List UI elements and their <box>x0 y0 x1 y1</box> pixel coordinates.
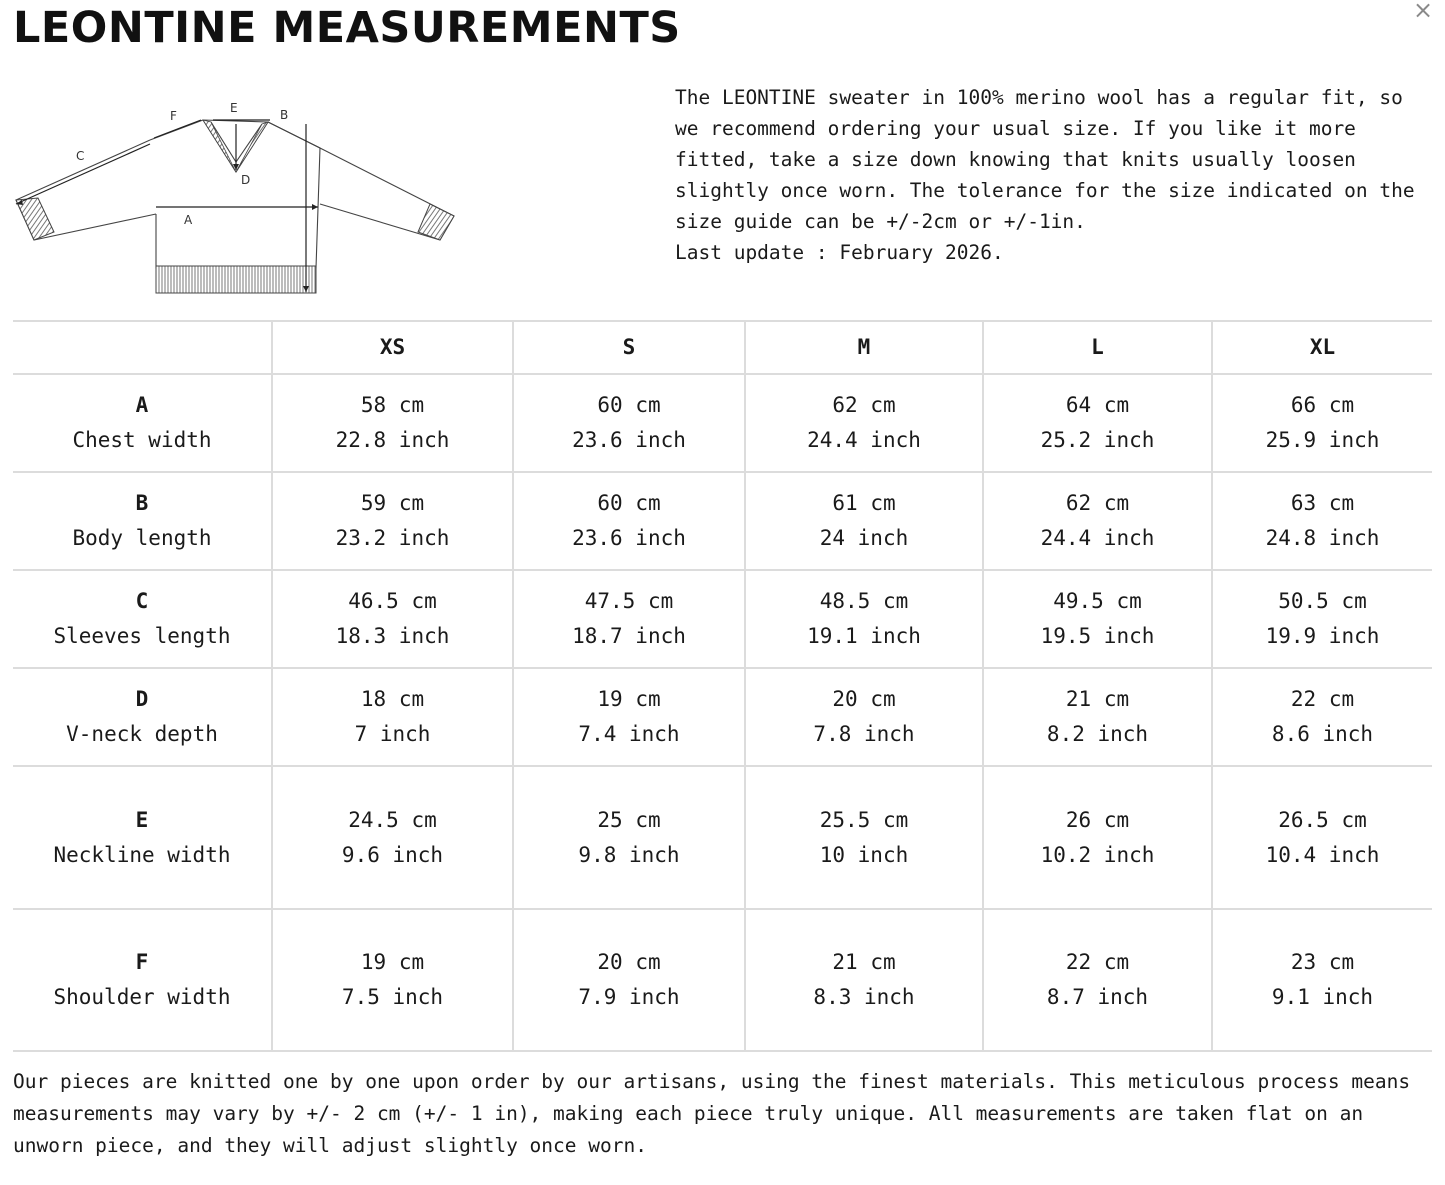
value-inch: 24.4 inch <box>1040 526 1155 550</box>
value-inch: 8.2 inch <box>1046 722 1149 746</box>
measure-letter: E <box>135 807 149 832</box>
value-inch: 7.5 inch <box>341 985 444 1009</box>
value-cell-xl <box>1212 668 1432 766</box>
measure-letter: A <box>135 393 149 417</box>
value-inch: 10 inch <box>819 842 909 867</box>
value-cm: 59 cm <box>360 491 425 515</box>
value-cell-l <box>983 570 1212 668</box>
value-inch: 7.4 inch <box>578 722 680 746</box>
diagram-label-c: C <box>76 149 85 163</box>
value-inch: 24 inch <box>819 526 909 550</box>
value-cell-s <box>513 374 745 472</box>
value-inch: 9.1 inch <box>1271 985 1374 1009</box>
value-inch: 25.9 inch <box>1265 428 1380 452</box>
value-inch: 24.8 inch <box>1265 526 1380 550</box>
value-inch: 23.2 inch <box>335 526 450 550</box>
size-header-l: L <box>983 321 1212 374</box>
value-cm: 61 cm <box>832 491 896 515</box>
value-cell-s <box>513 668 745 766</box>
size-table <box>13 320 1432 1052</box>
value-cm: 18 cm <box>360 687 425 711</box>
value-cell-s <box>513 766 745 909</box>
measure-label-cell <box>13 909 272 1051</box>
value-inch: 19.9 inch <box>1265 624 1380 648</box>
value-cm: 25 cm <box>597 807 661 832</box>
size-header-xl: XL <box>1212 321 1432 374</box>
value-cm: 22 cm <box>1290 687 1355 711</box>
measure-name: Neckline width <box>53 842 231 867</box>
page-title: LEONTINE MEASUREMENTS <box>13 3 681 53</box>
diagram-label-f: F <box>170 109 177 123</box>
value-cell-xs <box>272 766 513 909</box>
value-cm: 63 cm <box>1290 491 1355 515</box>
measure-label-cell <box>13 668 272 766</box>
table-row-sleeves-length <box>13 570 1432 668</box>
value-inch: 8.7 inch <box>1046 985 1149 1009</box>
value-cell-xs <box>272 472 513 570</box>
size-header-row <box>13 321 1432 374</box>
measure-letter: B <box>135 491 149 515</box>
value-cm: 21 cm <box>832 950 896 974</box>
value-cell-m <box>745 766 983 909</box>
measure-label-cell <box>13 766 272 909</box>
intro-description: The LEONTINE sweater in 100% merino wool has a regular fit, so we recommend ordering your usual size. If you like it more fitted, take a size down knowing that knits usually loosen slightly once worn. The tolerance for the size indicated on the size guide can be +/-2cm or +/-1in. <box>675 86 1415 233</box>
value-cell-m <box>745 374 983 472</box>
value-cm: 25.5 cm <box>819 807 909 832</box>
diagram-label-a: A <box>184 213 193 227</box>
value-cell-xs <box>272 909 513 1051</box>
value-cell-xl <box>1212 570 1432 668</box>
value-inch: 10.2 inch <box>1040 842 1155 867</box>
footer-note: Our pieces are knitted one by one upon order by our artisans, using the finest materials. This meticulous process means measurements may vary by +/- 2 cm (+/- 1 in), making each piece truly unique. All measurements are taken flat on an unworn piece, and they will adjust slightly once worn. <box>13 1070 1411 1157</box>
value-cell-l <box>983 668 1212 766</box>
value-cell-l <box>983 766 1212 909</box>
value-cm: 47.5 cm <box>584 589 674 613</box>
value-cell-xs <box>272 374 513 472</box>
value-cm: 49.5 cm <box>1053 589 1142 613</box>
value-cm: 21 cm <box>1065 687 1130 711</box>
value-cm: 60 cm <box>597 393 661 417</box>
value-cm: 64 cm <box>1065 393 1130 417</box>
measure-label-cell <box>13 374 272 472</box>
value-inch: 25.2 inch <box>1040 428 1155 452</box>
value-cell-m <box>745 668 983 766</box>
value-cell-m <box>745 909 983 1051</box>
value-inch: 18.3 inch <box>335 624 450 648</box>
value-inch: 8.6 inch <box>1271 722 1374 746</box>
measure-name: Body length <box>72 526 212 550</box>
value-inch: 18.7 inch <box>572 624 686 648</box>
last-update: Last update : February 2026. <box>675 241 1004 264</box>
close-icon[interactable]: × <box>1412 0 1434 24</box>
value-cm: 48.5 cm <box>819 589 909 613</box>
value-cm: 20 cm <box>597 950 661 974</box>
value-cm: 19 cm <box>597 687 661 711</box>
value-cm: 58 cm <box>360 393 425 417</box>
sweater-diagram <box>8 92 468 307</box>
size-header-s: S <box>513 321 745 374</box>
value-cell-s <box>513 909 745 1051</box>
value-cm: 50.5 cm <box>1278 589 1367 613</box>
value-inch: 19.5 inch <box>1040 624 1155 648</box>
measure-name: Chest width <box>72 428 212 452</box>
measure-label-cell <box>13 472 272 570</box>
value-cell-m <box>745 570 983 668</box>
value-inch: 9.8 inch <box>578 842 680 867</box>
value-cell-s <box>513 472 745 570</box>
value-inch: 22.8 inch <box>335 428 450 452</box>
value-cell-xs <box>272 668 513 766</box>
table-row-shoulder-width <box>13 909 1432 1051</box>
value-inch: 8.3 inch <box>813 985 915 1009</box>
value-inch: 23.6 inch <box>572 428 686 452</box>
value-cm: 62 cm <box>1065 491 1130 515</box>
measure-name: Sleeves length <box>53 624 231 648</box>
value-cm: 20 cm <box>832 687 896 711</box>
value-cm: 66 cm <box>1290 393 1355 417</box>
value-cell-l <box>983 374 1212 472</box>
measure-letter: F <box>135 950 149 974</box>
table-row-neckline-width <box>13 766 1432 909</box>
value-inch: 19.1 inch <box>807 624 921 648</box>
value-inch: 10.4 inch <box>1265 842 1380 867</box>
value-inch: 23.6 inch <box>572 526 686 550</box>
table-corner <box>13 321 272 374</box>
value-inch: 7.8 inch <box>813 722 915 746</box>
value-cell-l <box>983 472 1212 570</box>
measure-name: V-neck depth <box>66 722 218 746</box>
value-cm: 23 cm <box>1290 950 1355 974</box>
value-inch: 7 inch <box>354 722 431 746</box>
value-cell-s <box>513 570 745 668</box>
value-cell-xl <box>1212 766 1432 909</box>
diagram-label-b: B <box>280 108 289 122</box>
value-cm: 60 cm <box>597 491 661 515</box>
measure-letter: C <box>135 589 149 613</box>
table-row-body-length <box>13 472 1432 570</box>
measure-name: Shoulder width <box>53 985 231 1009</box>
value-cell-xl <box>1212 909 1432 1051</box>
value-cm: 26.5 cm <box>1278 807 1367 832</box>
value-cm: 62 cm <box>832 393 896 417</box>
measure-label-cell <box>13 570 272 668</box>
measure-letter: D <box>135 687 149 711</box>
value-cell-xl <box>1212 472 1432 570</box>
sweater-outline-icon <box>16 120 454 268</box>
value-cm: 19 cm <box>360 950 425 974</box>
value-inch: 9.6 inch <box>341 842 444 867</box>
value-cell-l <box>983 909 1212 1051</box>
value-cm: 26 cm <box>1065 807 1130 832</box>
value-inch: 7.9 inch <box>578 985 680 1009</box>
size-header-m: M <box>745 321 983 374</box>
value-cm: 46.5 cm <box>348 589 437 613</box>
intro-text <box>675 82 1435 268</box>
value-cm: 22 cm <box>1065 950 1130 974</box>
value-cell-xs <box>272 570 513 668</box>
diagram-label-e: E <box>230 101 238 115</box>
size-header-xs: XS <box>272 321 513 374</box>
value-cell-xl <box>1212 374 1432 472</box>
value-cell-m <box>745 472 983 570</box>
diagram-label-d: D <box>241 173 251 187</box>
table-row-vneck-depth <box>13 668 1432 766</box>
table-row-chest-width <box>13 374 1432 472</box>
value-inch: 24.4 inch <box>807 428 921 452</box>
value-cm: 24.5 cm <box>348 807 437 832</box>
